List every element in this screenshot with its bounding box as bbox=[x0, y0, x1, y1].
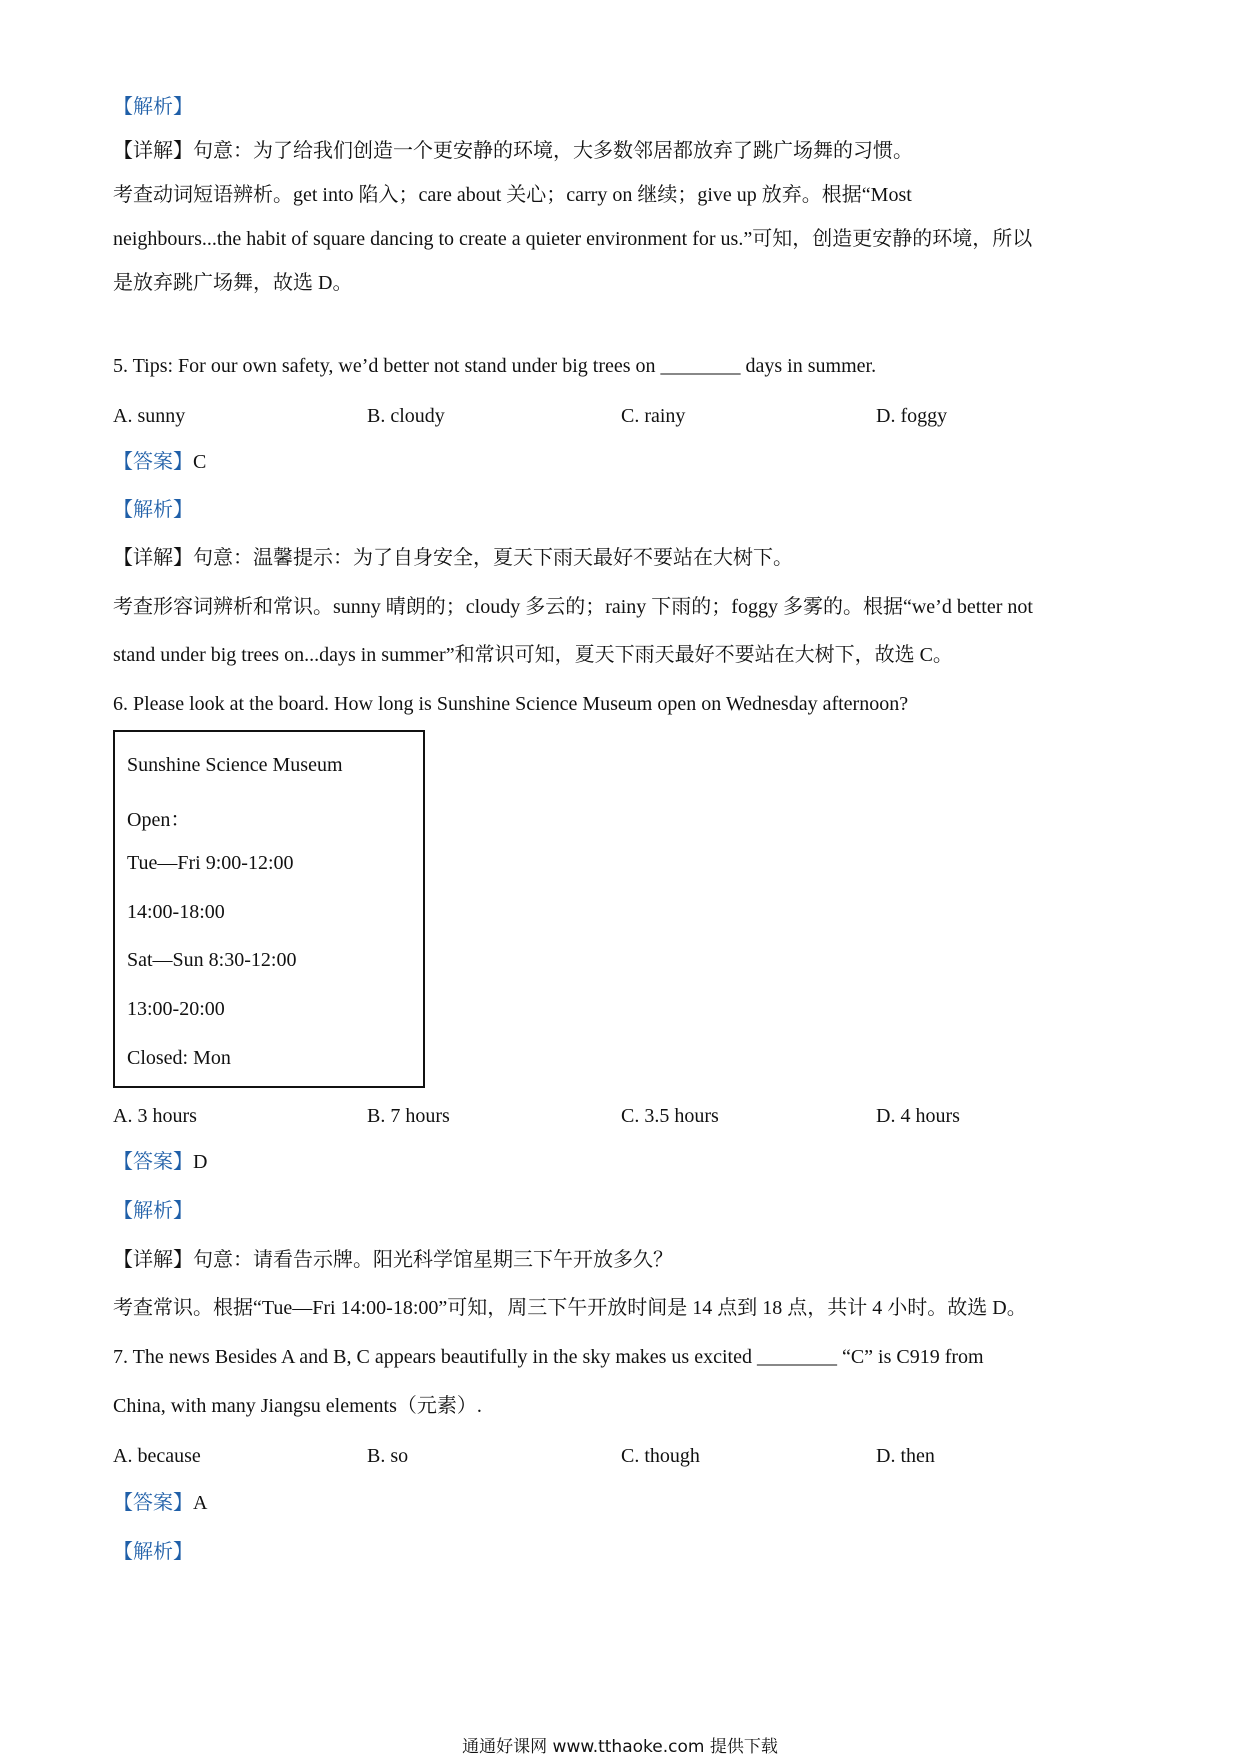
q5-explain-line-1: 考查形容词辨析和常识。sunny 晴朗的；cloudy 多云的；rainy 下雨的；foggy 多雾的。根据“we’d better not bbox=[113, 596, 1033, 618]
q6-answer bbox=[113, 1152, 207, 1172]
q6-option-b: B. 7 hours bbox=[367, 1105, 450, 1127]
q4-explain-line-3: 是放弃跳广场舞，故选 D。 bbox=[113, 272, 353, 294]
q7-question-line-1: 7. The news Besides A and B, C appears beautifully in the sky makes us excited ________ “C” is C919 from bbox=[113, 1346, 984, 1368]
q5-explain-line-2: stand under big trees on...days in summer”和常识可知，夏天下雨天最好不要站在大树下，故选 C。 bbox=[113, 644, 953, 666]
q7-analysis-tag: 【解析】 bbox=[113, 1541, 193, 1563]
q7-option-a: A. because bbox=[113, 1445, 201, 1467]
q6-option-d: D. 4 hours bbox=[876, 1105, 960, 1127]
q6-detail-text: 句意：请看告示牌。阳光科学馆星期三下午开放多久？ bbox=[193, 1249, 673, 1271]
q5-detail-tag: 【详解】 bbox=[113, 547, 193, 569]
q4-explain-line-1: 考查动词短语辨析。get into 陷入；care about 关心；carry on 继续；give up 放弃。根据“Most bbox=[113, 184, 912, 206]
q6-analysis-tag: 【解析】 bbox=[113, 1200, 193, 1222]
q4-detail-tag: 【详解】 bbox=[113, 140, 193, 162]
q6-detail-tag: 【详解】 bbox=[113, 1249, 193, 1271]
q4-detail-text: 句意：为了给我们创造一个更安静的环境，大多数邻居都放弃了跳广场舞的习惯。 bbox=[193, 140, 913, 162]
q6-options bbox=[113, 1105, 1133, 1131]
q7-answer-value: A bbox=[193, 1492, 208, 1514]
q7-answer bbox=[113, 1493, 207, 1513]
q6-detail bbox=[113, 1250, 673, 1270]
q5-options bbox=[113, 405, 1133, 431]
q5-option-c: C. rainy bbox=[621, 405, 686, 427]
q4-detail bbox=[113, 141, 913, 161]
q6-question: 6. Please look at the board. How long is Sunshine Science Museum open on Wednesday afternoon? bbox=[113, 693, 909, 715]
q5-answer-value: C bbox=[193, 451, 207, 473]
q5-option-d: D. foggy bbox=[876, 405, 948, 427]
museum-board bbox=[113, 730, 425, 1088]
board-closed: Closed: Mon bbox=[127, 1047, 231, 1069]
board-open-label: Open： bbox=[127, 809, 191, 831]
board-weekend-morning: Sat—Sun 8:30-12:00 bbox=[127, 949, 297, 971]
q6-answer-value: D bbox=[193, 1151, 208, 1173]
q7-option-d: D. then bbox=[876, 1445, 935, 1467]
q5-answer-tag: 【答案】 bbox=[113, 451, 193, 473]
q6-option-c: C. 3.5 hours bbox=[621, 1105, 719, 1127]
q4-explain-line-2: neighbours...the habit of square dancing to create a quieter environment for us.”可知，创造更安静的环境，所以 bbox=[113, 228, 1033, 250]
board-weekday-morning: Tue—Fri 9:00-12:00 bbox=[127, 852, 294, 874]
board-weekend-afternoon: 13:00-20:00 bbox=[127, 998, 225, 1020]
board-weekday-afternoon: 14:00-18:00 bbox=[127, 901, 225, 923]
q5-detail-text: 句意：温馨提示：为了自身安全，夏天下雨天最好不要站在大树下。 bbox=[193, 547, 793, 569]
q6-option-a: A. 3 hours bbox=[113, 1105, 197, 1127]
q6-answer-tag: 【答案】 bbox=[113, 1151, 193, 1173]
q7-option-c: C. though bbox=[621, 1445, 700, 1467]
q6-explain-line-1: 考查常识。根据“Tue—Fri 14:00-18:00”可知，周三下午开放时间是 14 点到 18 点，共计 4 小时。故选 D。 bbox=[113, 1297, 1027, 1319]
q5-option-b: B. cloudy bbox=[367, 405, 445, 427]
q7-question-line-2: China, with many Jiangsu elements（元素）. bbox=[113, 1395, 482, 1417]
q5-answer bbox=[113, 452, 206, 472]
q5-detail bbox=[113, 548, 793, 568]
q5-analysis-tag: 【解析】 bbox=[113, 499, 193, 521]
q7-option-b: B. so bbox=[367, 1445, 409, 1467]
q5-option-a: A. sunny bbox=[113, 405, 186, 427]
q4-analysis-tag: 【解析】 bbox=[113, 96, 193, 118]
board-title: Sunshine Science Museum bbox=[127, 754, 343, 776]
q7-options bbox=[113, 1445, 1133, 1471]
q5-question: 5. Tips: For our own safety, we’d better not stand under big trees on ________ days in summer. bbox=[113, 355, 877, 377]
page-footer: 通通好课网 www.tthaoke.com 提供下载 bbox=[462, 1737, 778, 1757]
q7-answer-tag: 【答案】 bbox=[113, 1492, 193, 1514]
